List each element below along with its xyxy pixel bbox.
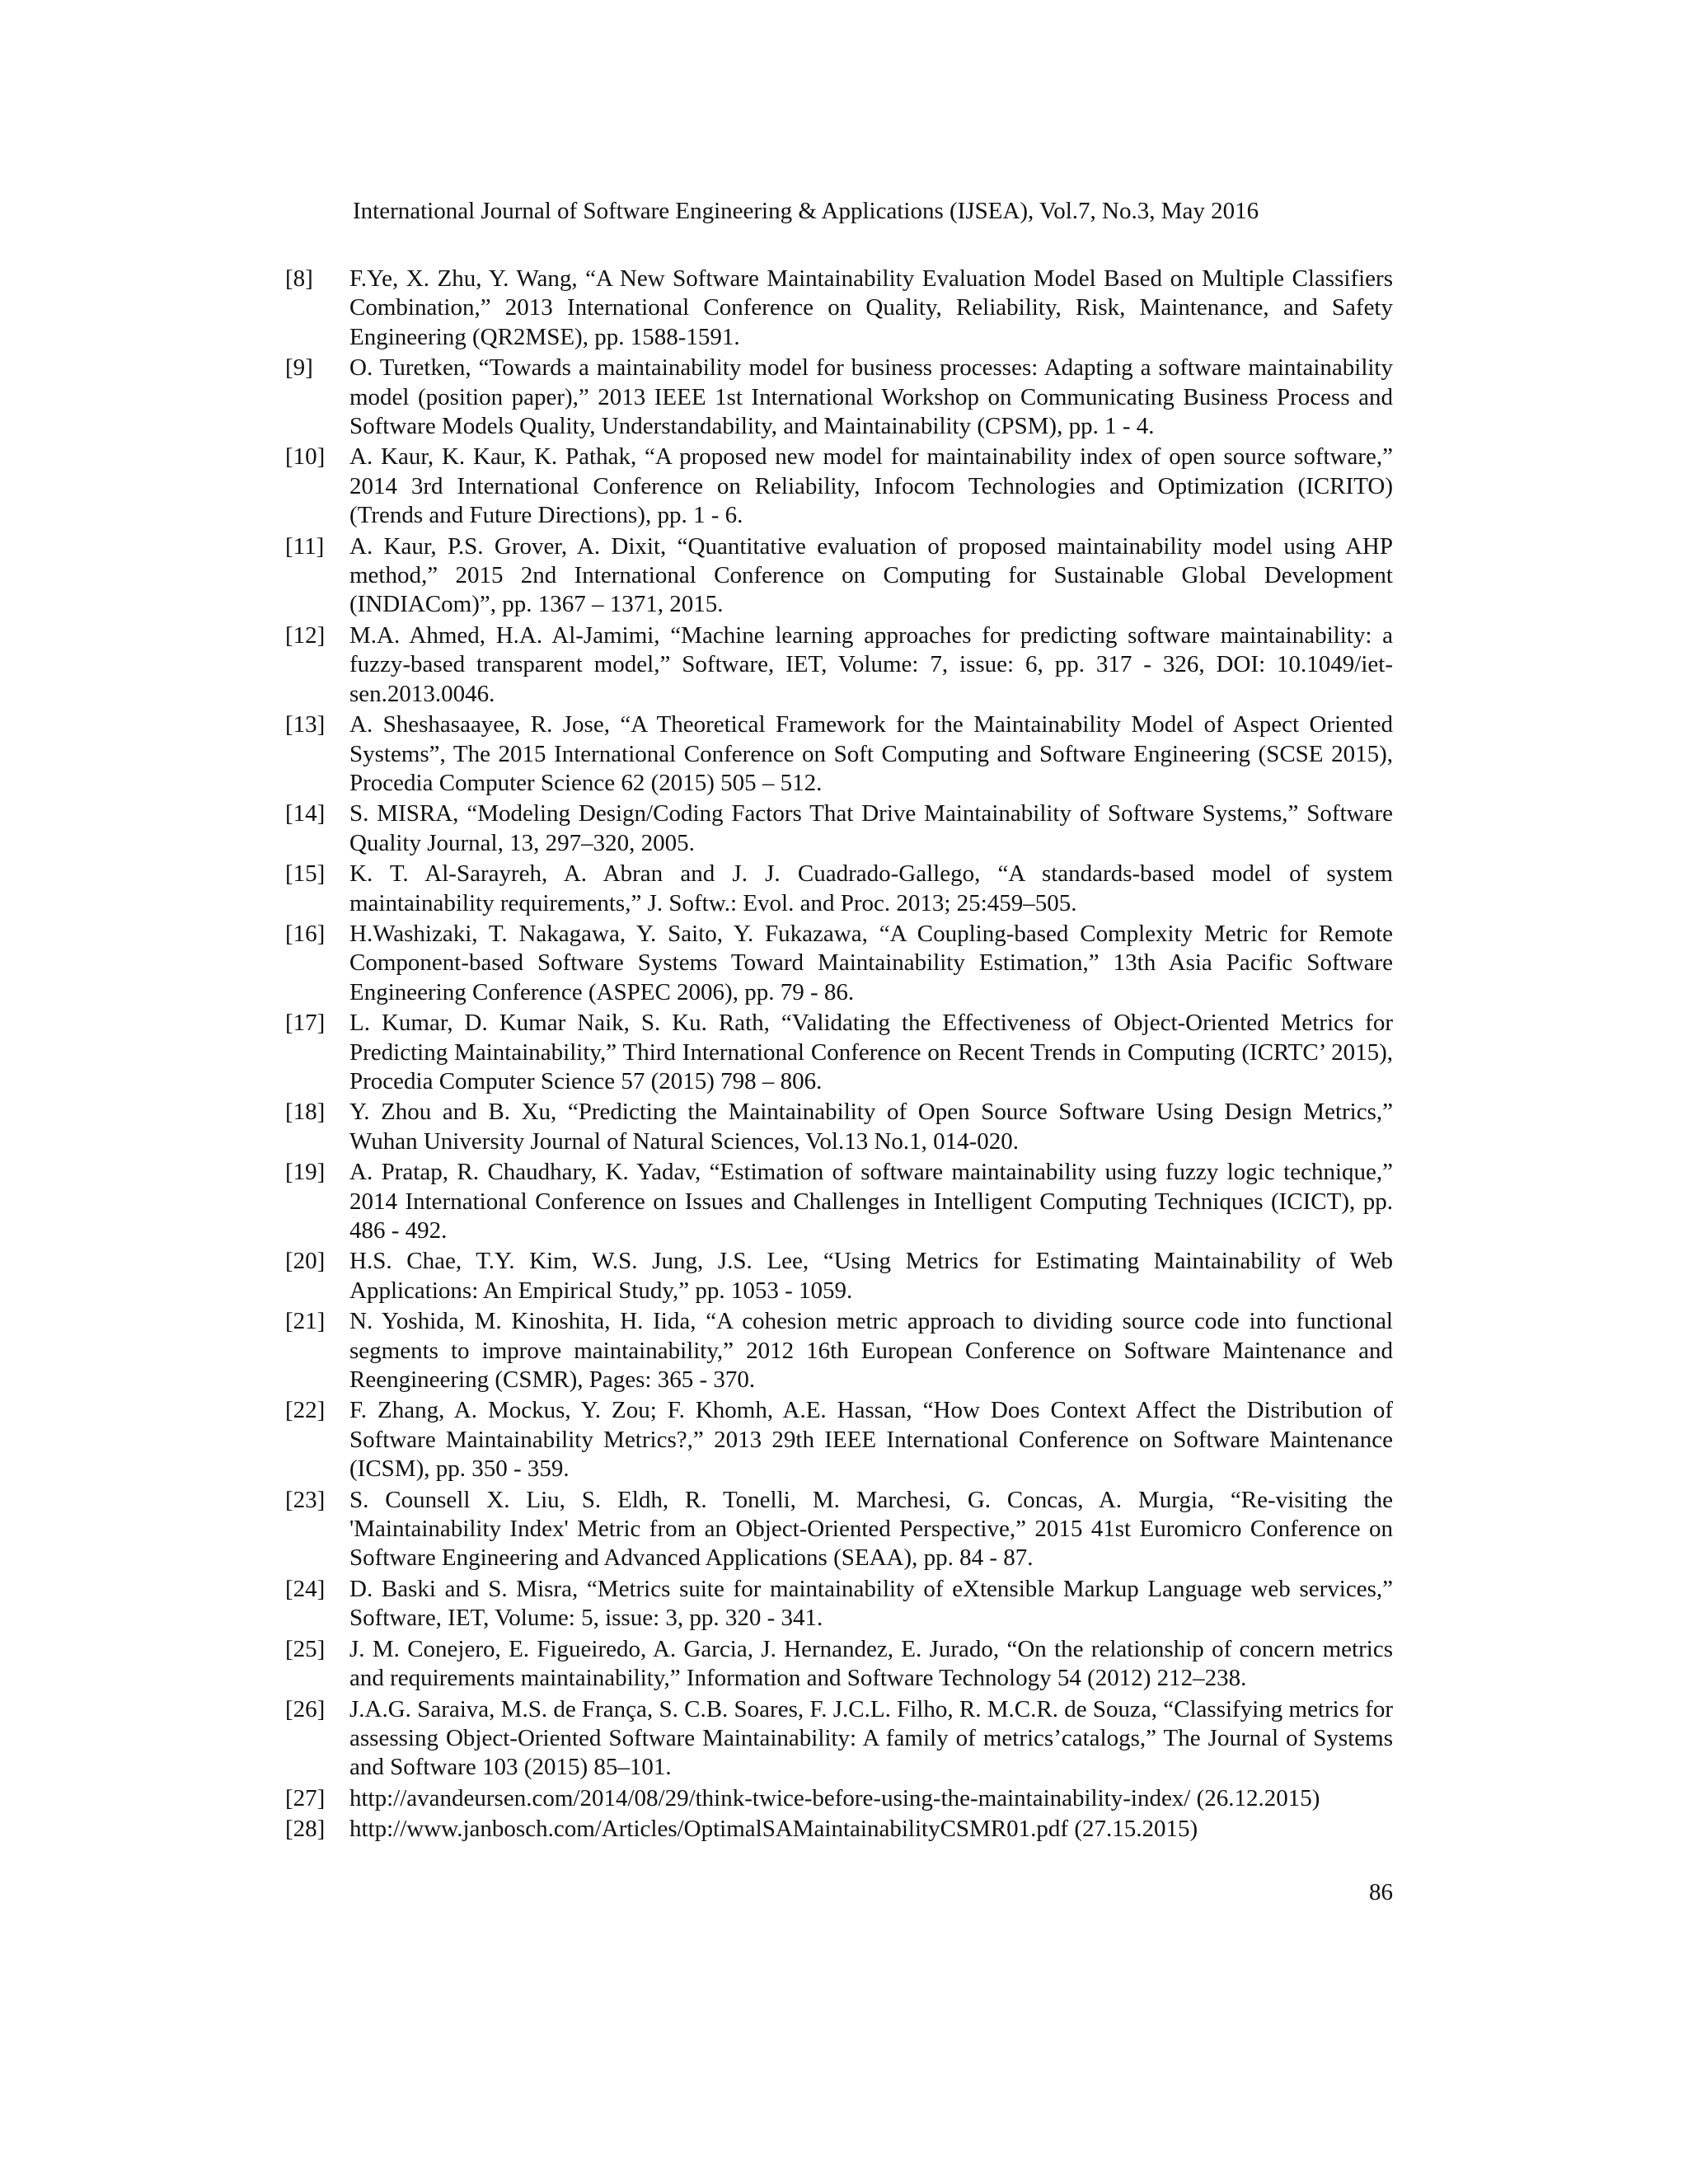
reference-item — [285, 1575, 1393, 1633]
reference-item — [285, 1098, 1393, 1156]
reference-text: F.Ye, X. Zhu, Y. Wang, “A New Software Maintainability Evaluation Model Based on Multiple Classifiers Combination,” 2013 International Conference on Quality, Reliability, Risk, Maintenance, and Safety Engineering (QR2MSE), pp. 1588-1591. — [349, 265, 1393, 350]
reference-item — [285, 354, 1393, 441]
page-number: 86 — [1369, 1879, 1393, 1905]
reference-item — [285, 1695, 1393, 1783]
reference-text: N. Yoshida, M. Kinoshita, H. Iida, “A cohesion metric approach to dividing source code into functional segments to improve maintainability,” 2012 16th European Conference on Software Maintenance and Reengineering (CSMR), Pages: 365 - 370. — [349, 1308, 1393, 1394]
reference-item — [285, 1486, 1393, 1573]
reference-text: S. Counsell X. Liu, S. Eldh, R. Tonelli, M. Marchesi, G. Concas, A. Murgia, “Re-visiting the 'Maintainability Index' Metric from an Object-Oriented Perspective,” 2015 41st Euromicro Conference on Software Engineering and Advanced Applications (SEAA), pp. 84 - 87. — [349, 1486, 1393, 1572]
reference-text: A. Pratap, R. Chaudhary, K. Yadav, “Estimation of software maintainability using fuzzy logic technique,” 2014 International Conference on Issues and Challenges in Intelligent Computing Techniques (ICICT), pp. 486 - 492. — [349, 1159, 1393, 1244]
reference-item — [285, 443, 1393, 530]
reference-number: [24] — [285, 1575, 326, 1602]
reference-item — [285, 920, 1393, 1007]
reference-item — [285, 1247, 1393, 1305]
reference-text: S. MISRA, “Modeling Design/Coding Factors That Drive Maintainability of Software Systems,” Software Quality Journal, 13, 297–320, 2005. — [349, 800, 1393, 856]
reference-text: http://www.janbosch.com/Articles/OptimalSAMaintainabilityCSMR01.pdf (27.15.2015) — [349, 1816, 1198, 1843]
running-header: International Journal of Software Engineering & Applications (IJSEA), Vol.7, No.3, May 2016 — [353, 198, 1259, 224]
reference-text: http://avandeursen.com/2014/08/29/think-twice-before-using-the-maintainability-index/ (26.12.2015) — [349, 1784, 1320, 1811]
reference-item — [285, 621, 1393, 709]
reference-number: [27] — [285, 1784, 326, 1811]
reference-text: A. Kaur, P.S. Grover, A. Dixit, “Quantitative evaluation of proposed maintainability model using AHP method,” 2015 2nd International Conference on Computing for Sustainable Global Development (INDIACom)”, pp. 1367 – 1371, 2015. — [349, 532, 1393, 618]
reference-text: M.A. Ahmed, H.A. Al-Jamimi, “Machine learning approaches for predicting software maintainability: a fuzzy-based transparent model,” Software, IET, Volume: 7, issue: 6, pp. 317 - 326, DOI: 10.1049/iet-sen.2013.0046. — [349, 621, 1393, 707]
reference-text: L. Kumar, D. Kumar Naik, S. Ku. Rath, “Validating the Effectiveness of Object-Oriented Metrics for Predicting Maintainability,” Third International Conference on Recent Trends in Computing (ICRTC’ 2015), Procedia Computer Science 57 (2015) 798 – 806. — [349, 1010, 1393, 1094]
reference-number: [23] — [285, 1486, 326, 1513]
reference-text: J.A.G. Saraiva, M.S. de França, S. C.B. Soares, F. J.C.L. Filho, R. M.C.R. de Souza, “Classifying metrics for assessing Object-Oriented Software Maintainability: A family of metrics’catalogs,” The Journal of Systems and Software 103 (2015) 85–101. — [349, 1695, 1393, 1781]
reference-number: [18] — [285, 1099, 326, 1126]
reference-number: [9] — [285, 354, 313, 382]
reference-item — [285, 1635, 1393, 1694]
reference-item — [285, 1784, 1393, 1813]
reference-item — [285, 1009, 1393, 1096]
reference-text: A. Kaur, K. Kaur, K. Pathak, “A proposed new model for maintainability index of open source software,” 2014 3rd International Conference on Reliability, Infocom Technologies and Optimization (ICRITO) (Trends and Future Directions), pp. 1 - 6. — [349, 443, 1393, 529]
reference-number: [28] — [285, 1816, 326, 1843]
reference-text: F. Zhang, A. Mockus, Y. Zou; F. Khomh, A.E. Hassan, “How Does Context Affect the Distribution of Software Maintainability Metrics?,” 2013 29th IEEE International Conference on Software Maintenance (ICSM), pp. 350 - 359. — [349, 1397, 1393, 1483]
reference-item — [285, 860, 1393, 918]
reference-item — [285, 532, 1393, 620]
reference-text: O. Turetken, “Towards a maintainability model for business processes: Adapting a software maintainability model (position paper),” 2013 IEEE 1st International Workshop on Communicating Business Process and Software Models Quality, Understandability, and Maintainability (CPSM), pp. 1 - 4. — [349, 354, 1393, 440]
reference-number: [17] — [285, 1010, 326, 1037]
reference-item — [285, 1396, 1393, 1483]
reference-number: [12] — [285, 621, 326, 649]
reference-text: D. Baski and S. Misra, “Metrics suite for maintainability of eXtensible Markup Language web services,” Software, IET, Volume: 5, issue: 3, pp. 320 - 341. — [349, 1575, 1393, 1632]
reference-number: [20] — [285, 1248, 326, 1275]
reference-number: [19] — [285, 1159, 326, 1186]
reference-item — [285, 710, 1393, 798]
reference-number: [26] — [285, 1695, 326, 1722]
reference-text: A. Sheshasaayee, R. Jose, “A Theoretical Framework for the Maintainability Model of Aspect Oriented Systems”, The 2015 International Conference on Soft Computing and Software Engineering (SCSE 2015), Procedia Computer Science 62 (2015) 505 – 512. — [349, 711, 1393, 796]
reference-item — [285, 265, 1393, 352]
reference-number: [22] — [285, 1397, 326, 1424]
reference-item — [285, 1158, 1393, 1245]
reference-number: [15] — [285, 860, 326, 888]
reference-number: [11] — [285, 532, 325, 560]
reference-text: K. T. Al-Sarayreh, A. Abran and J. J. Cuadrado-Gallego, “A standards-based model of system maintainability requirements,” J. Softw.: Evol. and Proc. 2013; 25:459–505. — [349, 860, 1393, 916]
reference-number: [25] — [285, 1635, 326, 1662]
reference-text: H.Washizaki, T. Nakagawa, Y. Saito, Y. Fukazawa, “A Coupling-based Complexity Metric for Remote Component-based Software Systems Toward Maintainability Estimation,” 13th Asia Pacific Software Engineering Conference (ASPEC 2006), pp. 79 - 86. — [349, 920, 1393, 1005]
reference-text: H.S. Chae, T.Y. Kim, W.S. Jung, J.S. Lee, “Using Metrics for Estimating Maintainability of Web Applications: An Empirical Study,” pp. 1053 - 1059. — [349, 1248, 1393, 1304]
reference-list — [285, 265, 1393, 1846]
reference-number: [14] — [285, 800, 326, 827]
reference-text: J. M. Conejero, E. Figueiredo, A. Garcia, J. Hernandez, E. Jurado, “On the relationship of concern metrics and requirements maintainability,” Information and Software Technology 54 (2012) 212–238. — [349, 1635, 1393, 1692]
reference-number: [21] — [285, 1308, 326, 1335]
reference-number: [10] — [285, 443, 326, 471]
reference-item — [285, 1815, 1393, 1844]
reference-item — [285, 1307, 1393, 1394]
reference-number: [13] — [285, 711, 326, 738]
reference-number: [16] — [285, 920, 326, 947]
reference-item — [285, 799, 1393, 858]
reference-text: Y. Zhou and B. Xu, “Predicting the Maintainability of Open Source Software Using Design Metrics,” Wuhan University Journal of Natural Sciences, Vol.13 No.1, 014-020. — [349, 1099, 1393, 1155]
reference-number: [8] — [285, 265, 313, 292]
